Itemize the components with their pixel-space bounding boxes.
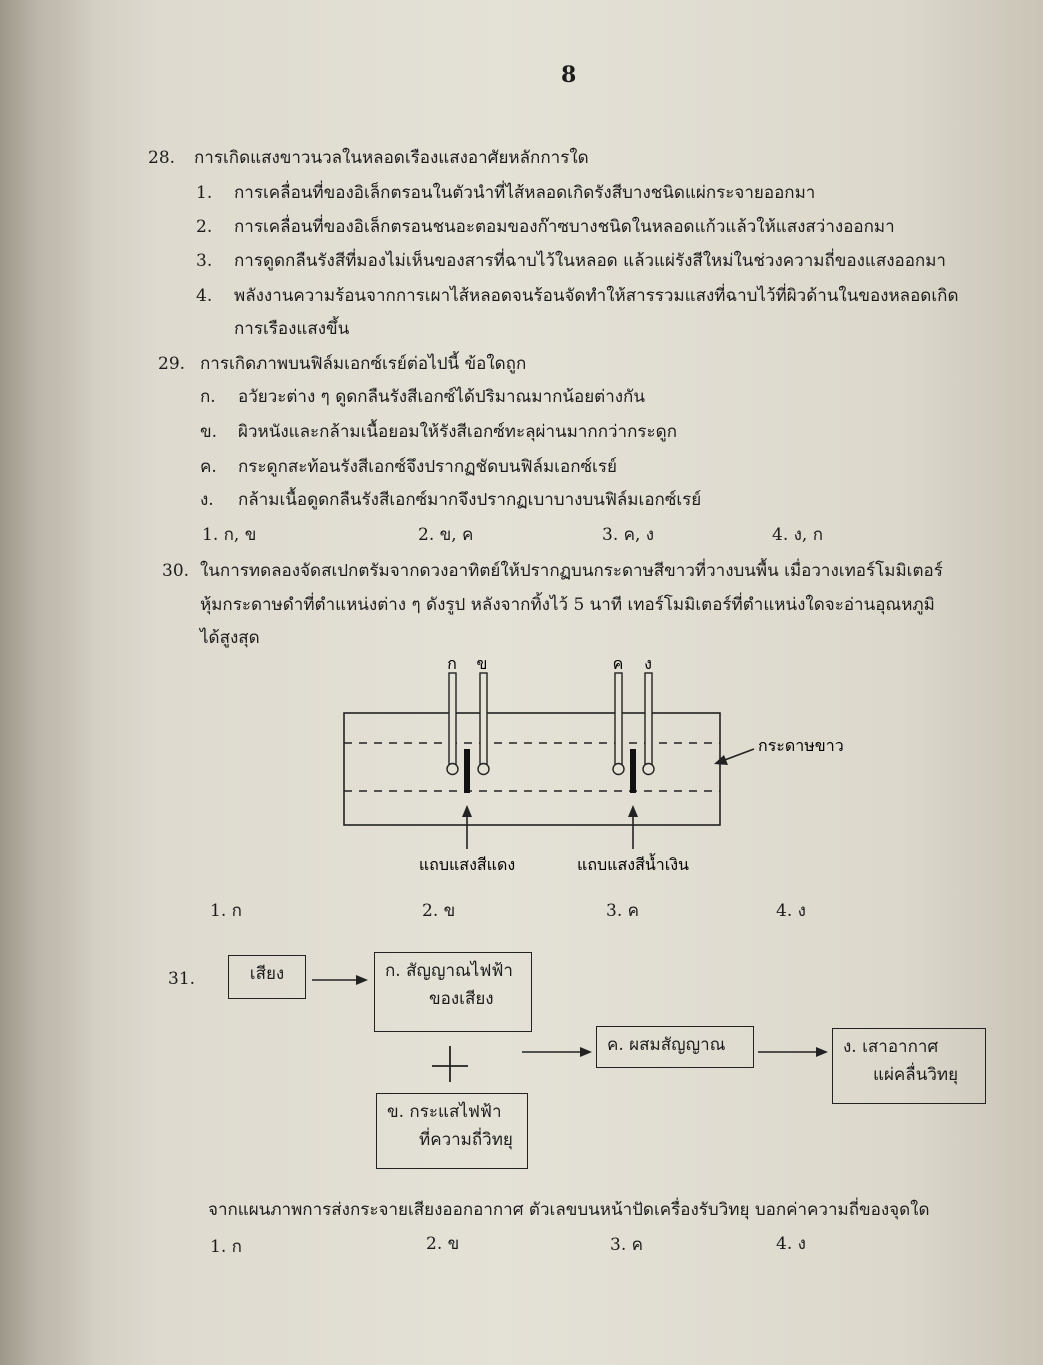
box-b-line2: ที่ความถี่วิทยุ (419, 1130, 513, 1150)
box-a-line1: ก. สัญญาณไฟฟ้า (385, 961, 513, 981)
answer-choice: 2. ข (422, 901, 456, 921)
answer-choice: 3. ค (610, 1235, 643, 1255)
statement-letter: ง. (200, 490, 214, 510)
option-text: พลังงานความร้อนจากการเผาไส้หลอดจนร้อนจัดทำให้สารรวมแสงที่ฉาบไว้ที่ผิวด้านในของหลอดเกิด (234, 286, 959, 306)
option-text: การเคลื่อนที่ของอิเล็กตรอนในตัวนำที่ไส้หลอดเกิดรังสีบางชนิดแผ่กระจายออกมา (234, 183, 816, 203)
answer-choice: 1. ก (210, 1237, 242, 1257)
label-kho: ข (476, 654, 488, 673)
option-number: 1. (196, 183, 213, 203)
answer-choice: 3. ค (606, 901, 639, 921)
blue-band-label: แถบแสงสีน้ำเงิน (577, 855, 689, 874)
option-number: 4. (196, 286, 213, 306)
page-shadow (0, 0, 95, 1365)
flow-arrows (300, 960, 840, 1100)
answer-choice: 1. ก (210, 901, 242, 921)
red-band-arrow (462, 805, 472, 849)
statement-text: กระดูกสะท้อนรังสีเอกซ์จึงปรากฏชัดบนฟิล์มเอกซ์เรย์ (238, 457, 617, 477)
answer-choice: 1. ก, ข (202, 525, 257, 545)
blue-light-band (630, 749, 636, 793)
arrow-sound-to-a (312, 975, 368, 985)
red-light-band (464, 749, 470, 793)
option-number: 2. (196, 217, 213, 237)
answer-choice: 2. ข (426, 1234, 460, 1254)
question-text: หุ้มกระดาษดำที่ตำแหน่งต่าง ๆ ดังรูป หลังจากทิ้งไว้ 5 นาที เทอร์โมมิเตอร์ที่ตำแหน่งใดจะอ่านอุณหภูมิ (200, 595, 935, 615)
box-b-radio-current (376, 1093, 528, 1169)
red-band-label: แถบแสงสีแดง (418, 855, 516, 874)
question-text: การเกิดภาพบนฟิล์มเอกซ์เรย์ต่อไปนี้ ข้อใดถูก (200, 354, 527, 374)
answer-choice: 2. ข, ค (418, 525, 474, 545)
question-text: ในการทดลองจัดสเปกตรัมจากดวงอาทิตย์ให้ปรากฏบนกระดาษสีขาวที่วางบนพื้น เมื่อวางเทอร์โมมิเตอร์ (200, 561, 943, 581)
label-ngo: ง (644, 654, 652, 673)
statement-letter: ค. (200, 457, 217, 477)
box-c-text: ค. ผสมสัญญาณ (607, 1035, 726, 1055)
answer-choice: 3. ค, ง (602, 525, 655, 545)
question-text: ได้สูงสุด (200, 628, 260, 648)
label-kho-khwai: ค (612, 654, 624, 673)
answer-choice: 4. ง (776, 1234, 806, 1254)
arrow-c-to-d (758, 1047, 828, 1057)
label-ko: ก (447, 654, 457, 673)
thermometer-ngo (643, 673, 654, 775)
question-text: การเกิดแสงขาวนวลในหลอดเรืองแสงอาศัยหลักการใด (194, 148, 589, 168)
box-sound (228, 955, 306, 999)
statement-text: อวัยวะต่าง ๆ ดูดกลืนรังสีเอกซ์ได้ปริมาณมากน้อยต่างกัน (238, 387, 645, 407)
answer-choice: 4. ง, ก (772, 525, 824, 545)
thermometer-ko (447, 673, 458, 775)
statement-letter: ก. (200, 387, 216, 407)
thermometer-kho (478, 673, 489, 775)
box-d-line2: แผ่คลื่นวิทยุ (873, 1065, 959, 1085)
answer-choice: 4. ง (776, 901, 806, 921)
box-b-line1: ข. กระแสไฟฟ้า (387, 1102, 502, 1122)
question-number: 30. (162, 561, 190, 581)
option-text: การดูดกลืนรังสีที่มองไม่เห็นของสารที่ฉาบไว้ในหลอด แล้วแผ่รังสีใหม่ในช่วงความถี่ของแสงออกมา (234, 251, 946, 271)
box-a-line2: ของเสียง (429, 989, 494, 1009)
page-number: 8 (561, 62, 577, 88)
thermometer-kho-khwai (613, 673, 624, 775)
option-text: การเคลื่อนที่ของอิเล็กตรอนชนอะตอมของก๊าซบางชนิดในหลอดแก้วแล้วให้แสงสว่างออกมา (234, 217, 895, 237)
arrow-to-c (522, 1047, 592, 1057)
box-sound-text: เสียง (249, 964, 285, 984)
spectrum-diagram (330, 645, 870, 880)
question-number: 29. (158, 354, 186, 374)
box-d-antenna (832, 1028, 986, 1104)
question-number: 31. (168, 969, 196, 989)
plus-sign (432, 1046, 468, 1082)
statement-text: กล้ามเนื้อดูดกลืนรังสีเอกซ์มากจึงปรากฏเบาบางบนฟิล์มเอกซ์เรย์ (238, 490, 702, 510)
statement-text: ผิวหนังและกล้ามเนื้อยอมให้รังสีเอกซ์ทะลุผ่านมากกว่ากระดูก (238, 422, 677, 442)
question-number: 28. (148, 148, 176, 168)
option-number: 3. (196, 251, 213, 271)
option-text-continued: การเรืองแสงขึ้น (234, 319, 350, 339)
question-text: จากแผนภาพการส่งกระจายเสียงออกอากาศ ตัวเลขบนหน้าปัดเครื่องรับวิทยุ บอกค่าความถี่ของจุดใด (208, 1200, 930, 1220)
box-d-line1: ง. เสาอากาศ (843, 1037, 939, 1057)
paper-label: กระดาษขาว (758, 736, 844, 755)
blue-band-arrow (628, 805, 638, 849)
statement-letter: ข. (200, 422, 218, 442)
white-paper (344, 713, 720, 825)
